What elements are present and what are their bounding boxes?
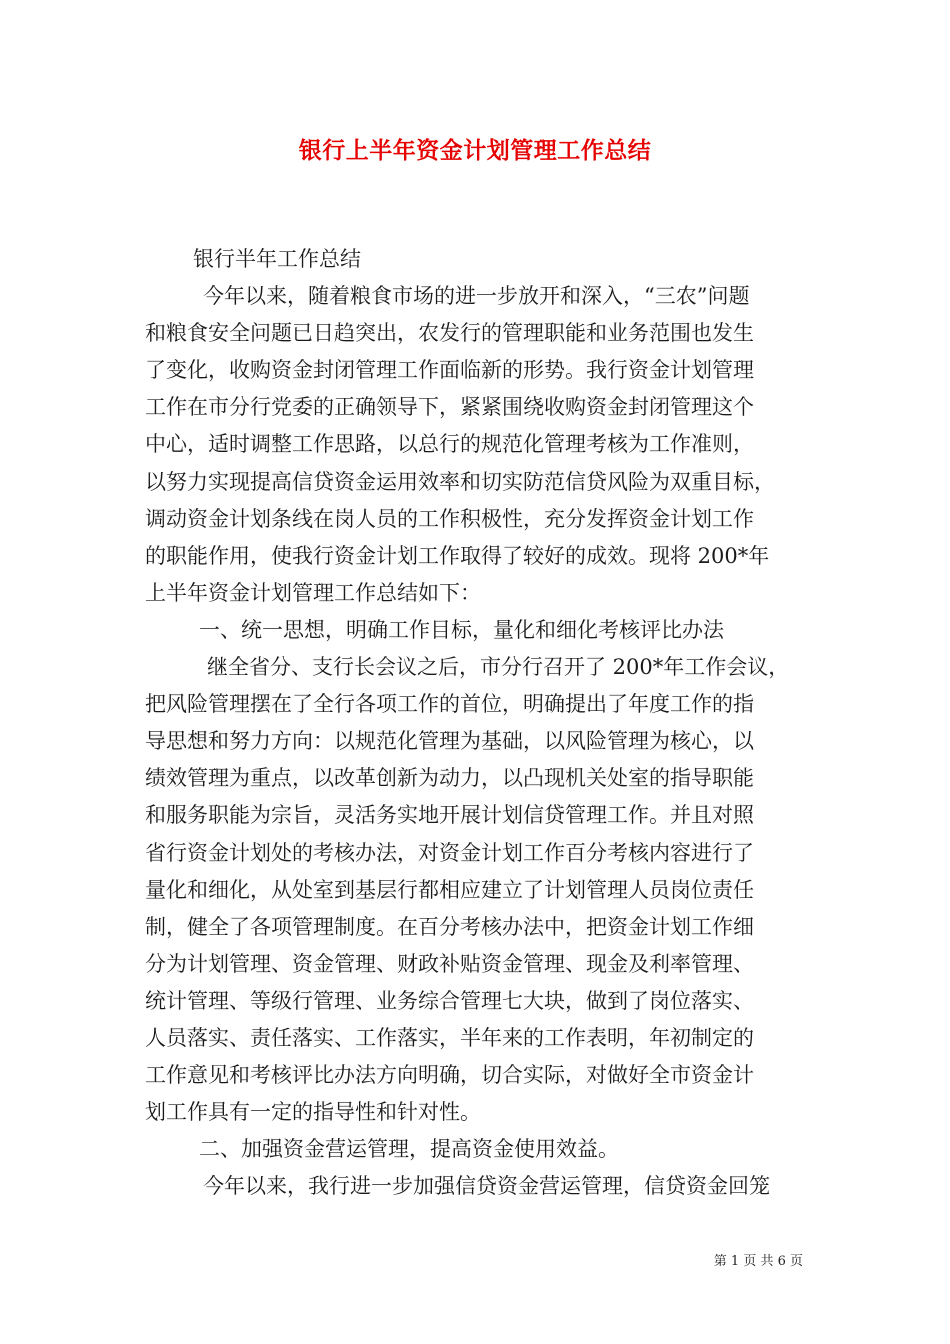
paragraph-line: 今年以来，随着粮食市场的进一步放开和深入，“三农”问题	[203, 284, 750, 309]
paragraph-line: 导思想和努力方向：以规范化管理为基础，以风险管理为核心，以	[145, 729, 754, 754]
paragraph-line: 上半年资金计划管理工作总结如下：	[145, 580, 481, 605]
paragraph-line: 和服务职能为宗旨，灵活务实地开展计划信贷管理工作。并且对照	[145, 803, 754, 828]
section-heading: 一、统一思想，明确工作目标，量化和细化考核评比办法	[199, 617, 724, 642]
paragraph-line: 人员落实、责任落实、工作落实，半年来的工作表明，年初制定的	[145, 1025, 754, 1050]
paragraph-line: 的职能作用，使我行资金计划工作取得了较好的成效。现将 200*年	[145, 543, 770, 568]
paragraph-line: 了变化，收购资金封闭管理工作面临新的形势。我行资金计划管理	[145, 358, 754, 383]
paragraph-line: 和粮食安全问题已日趋突出，农发行的管理职能和业务范围也发生	[145, 321, 754, 346]
paragraph-line: 省行资金计划处的考核办法，对资金计划工作百分考核内容进行了	[145, 840, 754, 865]
section-heading: 二、加强资金营运管理，提高资金使用效益。	[199, 1137, 619, 1162]
paragraph-line: 中心，适时调整工作思路，以总行的规范化管理考核为工作准则，	[145, 432, 754, 457]
paragraph-line: 统计管理、等级行管理、业务综合管理七大块，做到了岗位落实、	[145, 988, 754, 1013]
paragraph-line: 继全省分、支行长会议之后，市分行召开了 200*年工作会议，	[207, 655, 790, 680]
paragraph-line: 量化和细化，从处室到基层行都相应建立了计划管理人员岗位责任	[145, 877, 754, 902]
paragraph-line: 工作在市分行党委的正确领导下，紧紧围绕收购资金封闭管理这个	[145, 395, 754, 420]
paragraph-line: 调动资金计划条线在岗人员的工作积极性，充分发挥资金计划工作	[145, 506, 754, 531]
paragraph-line: 分为计划管理、资金管理、财政补贴资金管理、现金及利率管理、	[145, 951, 754, 976]
paragraph-line: 绩效管理为重点，以改革创新为动力，以凸现机关处室的指导职能	[145, 766, 754, 791]
subtitle-line: 银行半年工作总结	[193, 247, 361, 271]
page-number: 第 1 页 共 6 页	[713, 1254, 803, 1269]
document-title: 银行上半年资金计划管理工作总结	[298, 137, 652, 164]
paragraph-line: 以努力实现提高信贷资金运用效率和切实防范信贷风险为双重目标，	[145, 469, 775, 494]
paragraph-line: 划工作具有一定的指导性和针对性。	[145, 1100, 481, 1125]
paragraph-line: 今年以来，我行进一步加强信贷资金营运管理，信贷资金回笼	[203, 1174, 770, 1199]
document-body	[145, 241, 817, 1205]
paragraph-line: 工作意见和考核评比办法方向明确，切合实际，对做好全市资金计	[145, 1063, 754, 1088]
paragraph-line: 制，健全了各项管理制度。在百分考核办法中，把资金计划工作细	[145, 914, 754, 939]
paragraph-line: 把风险管理摆在了全行各项工作的首位，明确提出了年度工作的指	[145, 692, 754, 717]
